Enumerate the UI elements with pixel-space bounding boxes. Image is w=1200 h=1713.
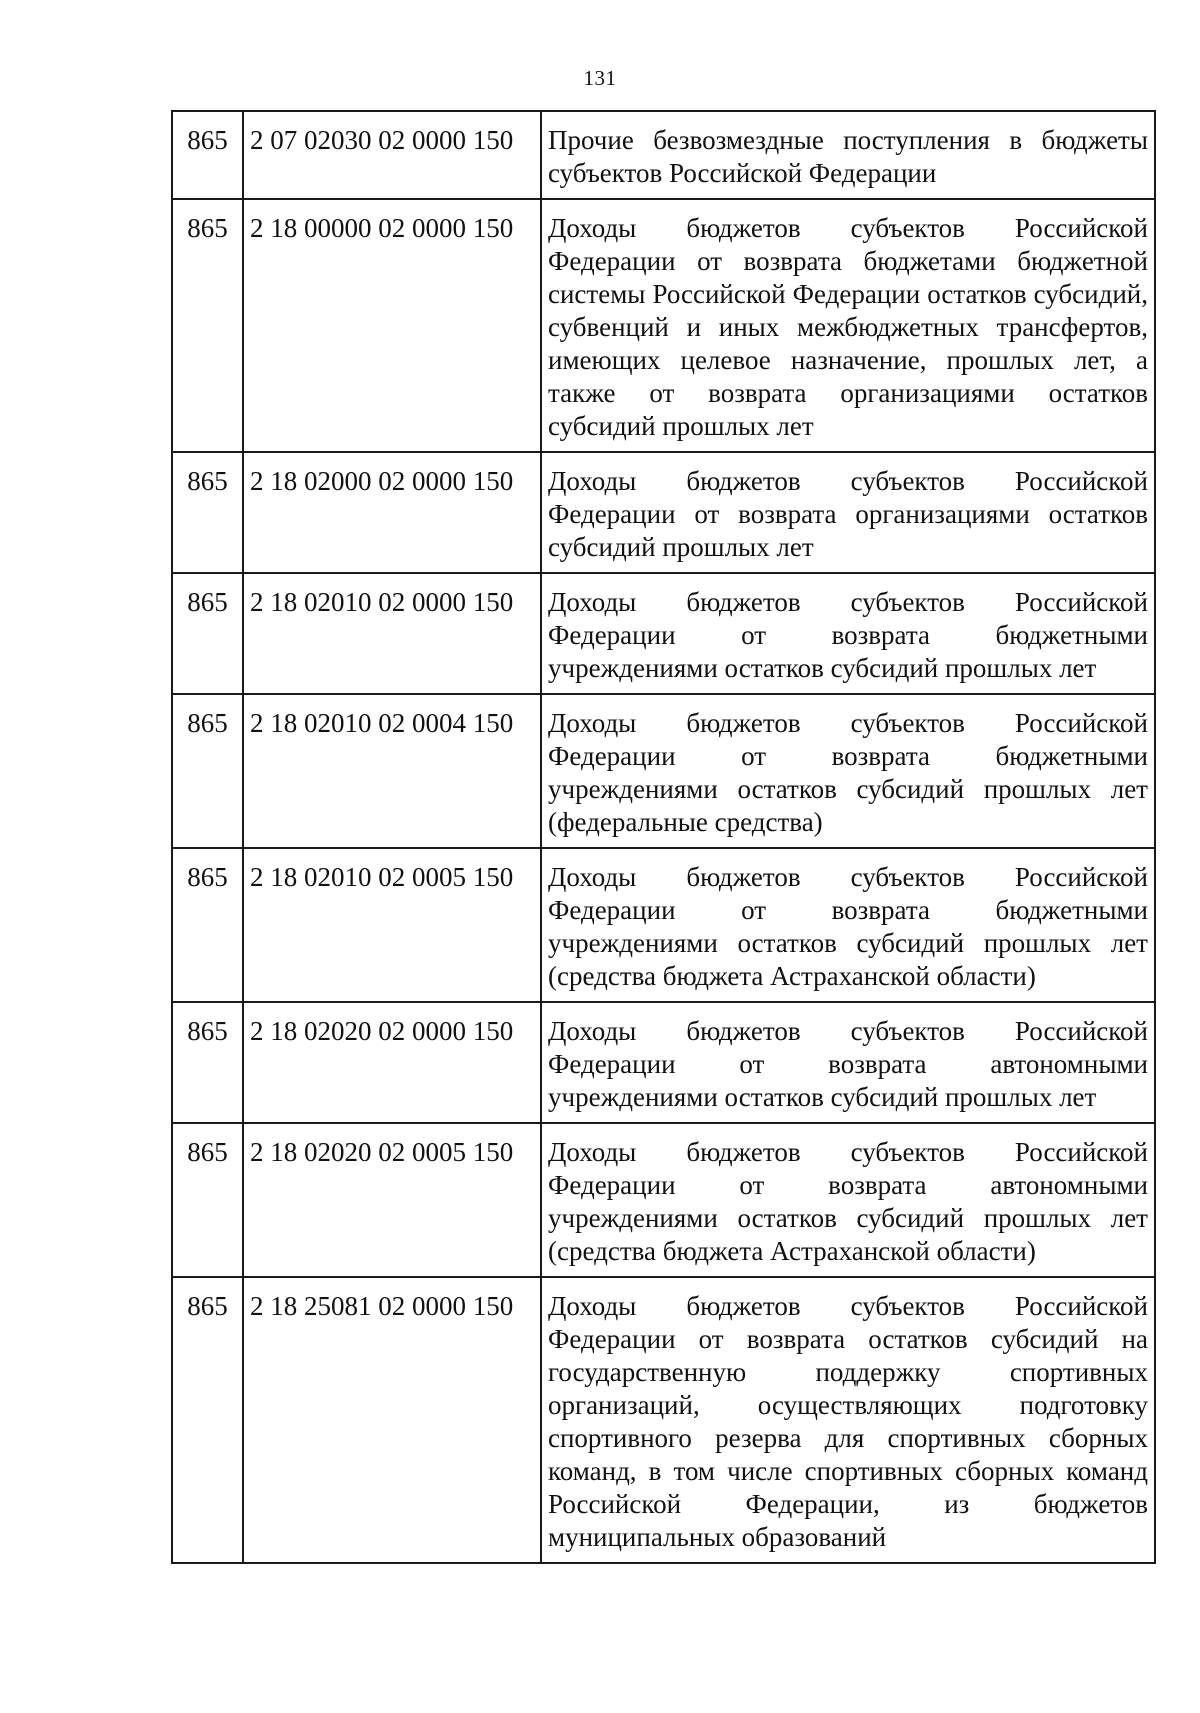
page-number: 131 xyxy=(583,66,617,90)
table-row xyxy=(172,452,1155,573)
admin-code-cell: 865 xyxy=(172,694,243,848)
budget-codes-table xyxy=(171,110,1156,1564)
description-cell: Доходы бюджетов субъектов Российской Федерации от возврата остатков субсидий на государственную поддержку спортивных организаций, осуществляющих подготовку спортивного резерва для спортивных сборных команд, в том числе спортивных сборных команд Российской Федерации, из бюджетов муниципальных образований xyxy=(541,1277,1155,1563)
budget-code-cell: 2 18 02000 02 0000 150 xyxy=(243,452,541,573)
description-cell: Доходы бюджетов субъектов Российской Федерации от возврата организациями остатков субсидий прошлых лет xyxy=(541,452,1155,573)
admin-code-cell: 865 xyxy=(172,111,243,199)
description-cell: Доходы бюджетов субъектов Российской Федерации от возврата автономными учреждениями остатков субсидий прошлых лет xyxy=(541,1002,1155,1123)
table-row xyxy=(172,111,1155,199)
budget-code-cell: 2 18 25081 02 0000 150 xyxy=(243,1277,541,1563)
admin-code-cell: 865 xyxy=(172,848,243,1002)
admin-code-cell: 865 xyxy=(172,573,243,694)
admin-code-cell: 865 xyxy=(172,199,243,452)
budget-code-cell: 2 18 02020 02 0000 150 xyxy=(243,1002,541,1123)
admin-code-cell: 865 xyxy=(172,452,243,573)
table-row xyxy=(172,199,1155,452)
budget-code-cell: 2 18 02010 02 0004 150 xyxy=(243,694,541,848)
table-row xyxy=(172,1002,1155,1123)
admin-code-cell: 865 xyxy=(172,1002,243,1123)
description-cell: Доходы бюджетов субъектов Российской Федерации от возврата автономными учреждениями остатков субсидий прошлых лет (средства бюджета Астраханской области) xyxy=(541,1123,1155,1277)
description-cell: Доходы бюджетов субъектов Российской Федерации от возврата бюджетными учреждениями остатков субсидий прошлых лет (средства бюджета Астраханской области) xyxy=(541,848,1155,1002)
admin-code-cell: 865 xyxy=(172,1277,243,1563)
table-row xyxy=(172,573,1155,694)
description-cell: Доходы бюджетов субъектов Российской Федерации от возврата бюджетными учреждениями остатков субсидий прошлых лет (федеральные средства) xyxy=(541,694,1155,848)
budget-code-cell: 2 18 02020 02 0005 150 xyxy=(243,1123,541,1277)
budget-code-cell: 2 18 02010 02 0005 150 xyxy=(243,848,541,1002)
table-row xyxy=(172,694,1155,848)
description-cell: Прочие безвозмездные поступления в бюджеты субъектов Российской Федерации xyxy=(541,111,1155,199)
table-row xyxy=(172,1123,1155,1277)
budget-code-cell: 2 18 00000 02 0000 150 xyxy=(243,199,541,452)
description-cell: Доходы бюджетов субъектов Российской Федерации от возврата бюджетными учреждениями остатков субсидий прошлых лет xyxy=(541,573,1155,694)
budget-code-cell: 2 18 02010 02 0000 150 xyxy=(243,573,541,694)
description-cell: Доходы бюджетов субъектов Российской Федерации от возврата бюджетами бюджетной системы Российской Федерации остатков субсидий, субвенций и иных межбюджетных трансфертов, имеющих целевое назначение, прошлых лет, а также от возврата организациями остатков субсидий прошлых лет xyxy=(541,199,1155,452)
table-row xyxy=(172,848,1155,1002)
budget-code-cell: 2 07 02030 02 0000 150 xyxy=(243,111,541,199)
table-row xyxy=(172,1277,1155,1563)
admin-code-cell: 865 xyxy=(172,1123,243,1277)
